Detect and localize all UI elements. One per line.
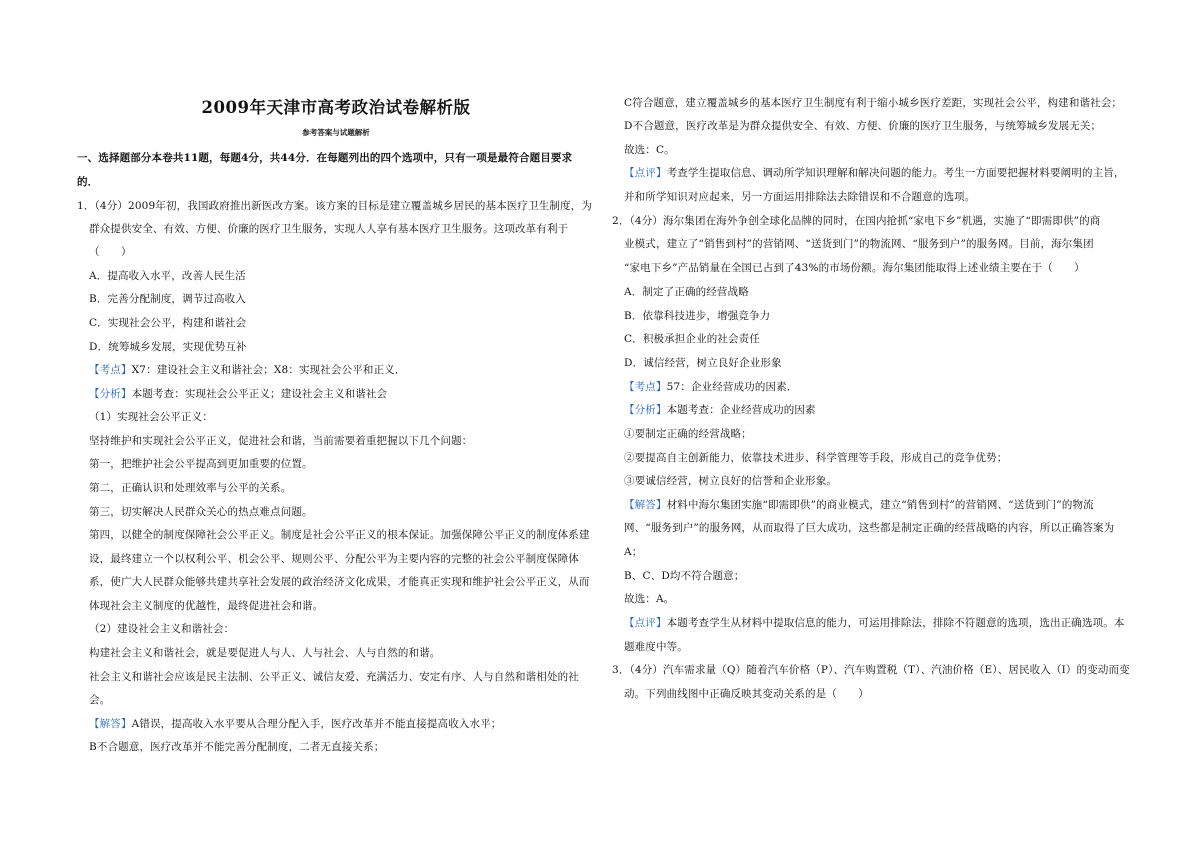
q1-option-c: C．实现社会公平，构建和谐社会 [89,317,247,329]
q2-option-b: B．依靠科技进步，增强竞争力 [624,310,771,322]
fenxi-label: 【分析】 [624,404,667,416]
q1-dianping-text: 考查学生提取信息、调动所学知识理解和解决问题的能力。考生一方面要把握材料要阐明的主旨， [666,167,1125,179]
q1-option-b: B．完善分配制度，调节过高收入 [89,293,246,305]
q2-dianping [624,616,1125,630]
q1-stem-line2: 群众提供安全、有效、方便、价廉的医疗卫生服务，实现人人享有基本医疗卫生服务。这项改革有利于 [89,223,569,235]
q1-jieda-d: D不合题意，医疗改革是为群众提供安全、有效、方便、价廉的医疗卫生服务，与统筹城乡发展无关； [624,120,1102,132]
q1-analysis-4: 第二，正确认识和处理效率与公平的关系。 [89,482,292,494]
q2-option-c: C．积极承担企业的社会责任 [624,333,760,345]
q1-analysis-10: （2）建设社会主义和谐社会： [89,623,235,635]
q2-option-a: A．制定了正确的经营战略 [624,286,749,298]
q2-stem-line2: 业模式，建立了“销售到村”的营销网、“送货到门”的物流网、“服务到户”的服务网。目前，海尔集团 [624,238,1094,250]
q2-fenxi-text: 本题考查：企业经营成功的因素 [666,404,816,416]
q1-analysis-6: 第四，以健全的制度保障社会公平正义。制度是社会公平正义的根本保证。加强保障公平正义的制度体系建 [89,529,590,541]
q1-jieda [89,717,501,731]
q2-fenxi [624,403,816,417]
q1-analysis-12: 社会主义和谐社会应该是民主法制、公平正义、诚信友爱、充满活力、安定有序、人与自然和谐相处的社 [89,671,579,683]
q2-option-d: D．诚信经营，树立良好企业形象 [624,357,782,369]
q1-jieda-c: C符合题意，建立覆盖城乡的基本医疗卫生制度有利于缩小城乡医疗差距，实现社会公平，构建和谐社会； [624,97,1123,109]
q1-kaodian-text: X7：建设社会主义和谐社会；X8：实现社会公平和正义． [131,364,406,376]
q1-dianping-line2: 并和所学知识对应起来，另一方面运用排除法去除错误和不合题意的选项。 [624,191,976,203]
document-subtitle: 参考答案与试题解析 [302,128,370,137]
q2-jieda-bcd: B、C、D均不符合题意； [624,570,745,582]
q2-kaodian-text: 57：企业经营成功的因素． [666,381,798,393]
dianping-label: 【点评】 [624,617,667,629]
q2-factor-1: ①要制定正确的经营战略； [624,428,752,440]
section-heading: 一、选择题部分本卷共11题，每题4分，共44分．在每题列出的四个选项中，只有一项是最符合题目要求 [77,152,573,164]
dianping-label: 【点评】 [624,167,667,179]
q2-jieda-line2: 网、“服务到户”的服务网，从而取得了巨大成功，这些都是制定正确的经营战略的内容，所以正确答案为 [624,522,1115,534]
q2-jieda-line3: A； [624,546,643,558]
q1-analysis-11: 构建社会主义和谐社会，就是要促进人与人、人与社会、人与自然的和谐。 [89,647,441,659]
q2-stem: 2．（4分）海尔集团在海外争创全球化品牌的同时，在国内抢抓“家电下乡”机遇，实施了“即需即供”的商 [612,215,1101,227]
kaodian-label: 【考点】 [89,364,132,376]
q2-dianping-line2: 题难度中等。 [624,641,688,653]
fenxi-label: 【分析】 [89,388,132,400]
q1-dianping [624,166,1125,180]
q2-jieda [624,498,1094,512]
q1-analysis-3: 第一，把维护社会公平提高到更加重要的位置。 [89,458,313,470]
q1-analysis-13: 会。 [89,694,111,706]
q2-kaodian [624,380,797,394]
jieda-label: 【解答】 [89,718,132,730]
q2-answer: 故选：A。 [624,593,675,605]
q2-jieda-text: 材料中海尔集团实施“即需即供”的商业模式，建立“销售到村”的营销网、“送货到门”的物流 [666,499,1094,511]
q1-analysis-5: 第三，切实解决人民群众关心的热点难点问题。 [89,506,313,518]
q1-analysis-8: 系，使广大人民群众能够共建共享社会发展的政治经济文化成果，才能真正实现和维护社会公平正义，从而 [89,576,590,588]
q1-analysis-1: （1）实现社会公平正义： [89,411,213,423]
q3-stem: 3．（4分）汽车需求量（Q）随着汽车价格（P）、汽车购置税（T）、汽油价格（E）、居民收入（I）的变动而变 [612,664,1130,676]
q3-stem-line2: 动。下列曲线图中正确反映其变动关系的是（ ） [624,688,869,700]
q2-factor-2: ②要提高自主创新能力，依靠技术进步、科学管理等手段，形成自己的竞争优势； [624,452,1008,464]
q1-kaodian [89,363,405,377]
q1-analysis-2: 坚持维护和实现社会公平正义，促进社会和谐，当前需要着重把握以下几个问题： [89,435,473,447]
q2-dianping-text: 本题考查学生从材料中提取信息的能力，可运用排除法，排除不符题意的选项，选出正确选项。本 [666,617,1125,629]
q1-fenxi [89,387,387,401]
q1-jieda-text: A错误，提高收入水平要从合理分配入手，医疗改革并不能直接提高收入水平； [131,718,502,730]
q1-option-d: D．统筹城乡发展，实现优势互补 [89,341,247,353]
q1-fenxi-text: 本题考查：实现社会公平正义；建设社会主义和谐社会 [131,388,388,400]
q2-factor-3: ③要诚信经营，树立良好的信誉和企业形象。 [624,475,837,487]
q2-stem-line3: “家电下乡”产品销量在全国已占到了43%的市场份额。海尔集团能取得上述业绩主要在于（ ） [624,262,1085,274]
q1-stem: 1．（4分）2009年初，我国政府推出新医改方案。该方案的目标是建立覆盖城乡居民的基本医疗卫生制度，为 [77,200,592,212]
q1-analysis-7: 设，最终建立一个以权利公平、机会公平、规则公平、分配公平为主要内容的完整的社会公平制度保障体 [89,553,579,565]
q1-stem-line3: （ ） [89,246,132,258]
jieda-label: 【解答】 [624,499,667,511]
section-heading-cont: 的． [77,176,99,188]
q1-jieda-b: B不合题意，医疗改革并不能完善分配制度，二者无直接关系； [89,741,385,753]
q1-analysis-9: 体现社会主义制度的优越性，最终促进社会和谐。 [89,600,324,612]
q1-option-a: A．提高收入水平，改善人民生活 [89,270,246,282]
q1-answer: 故选：C。 [624,144,675,156]
kaodian-label: 【考点】 [624,381,667,393]
document-title: 2009年天津市高考政治试卷解析版 [201,98,471,117]
